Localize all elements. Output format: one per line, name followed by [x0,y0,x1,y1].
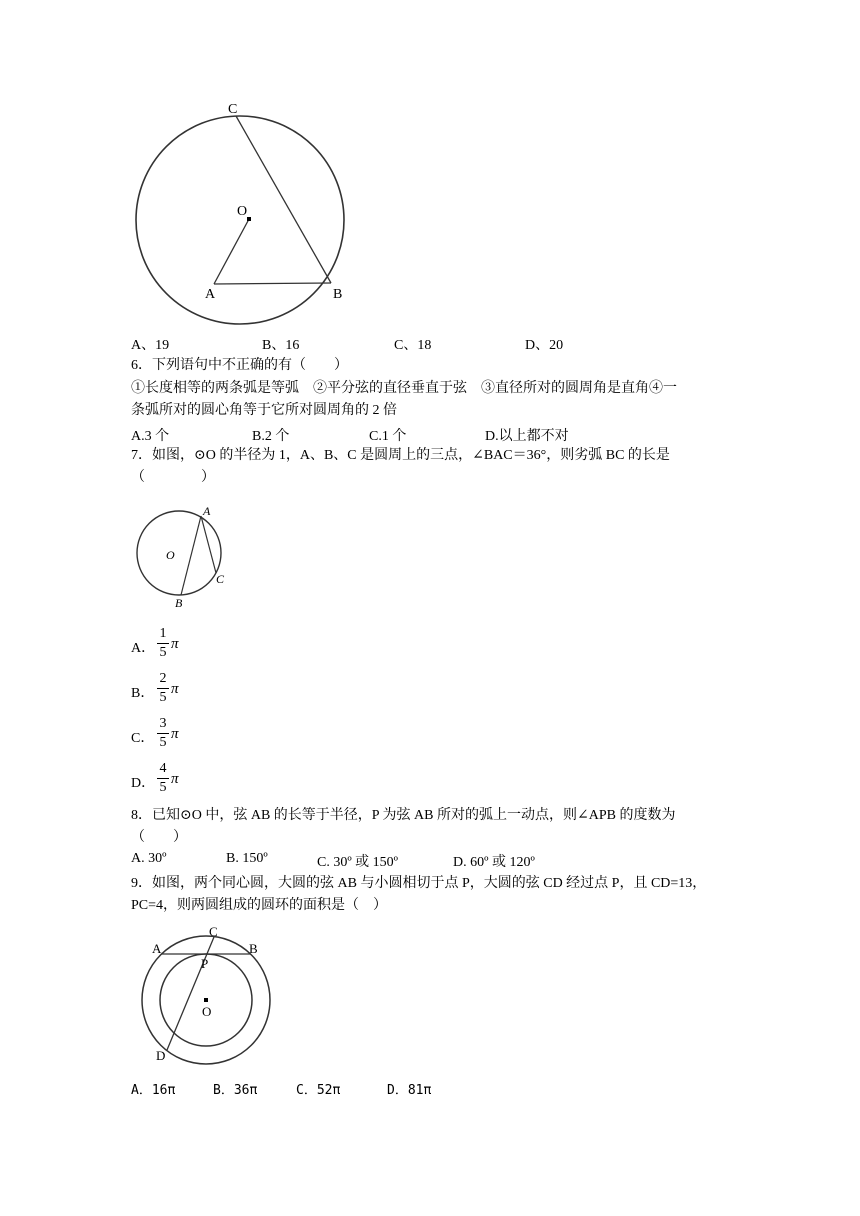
q5-option-d: D、20 [525,338,564,353]
q8-option-c: C. 30º 或 150º [317,855,399,870]
q7-option-c-num: 3 [159,716,167,731]
q8-option-b: B. 150º [226,851,268,866]
q7-option-b-pi: π [171,681,179,697]
q7-option-d-letter: D． [131,776,156,791]
q6-option-a: A.3 个 [131,429,170,444]
q6-statements-line2: 条弧所对的圆心角等于它所对圆周角的 2 倍 [131,403,397,418]
label-b-q7: B [175,596,183,610]
label-o-q9: O [202,1004,212,1019]
q7-option-d-num: 4 [159,761,167,776]
label-b-q9: B [249,941,258,956]
q7-option-c-letter: C． [131,731,155,746]
q7-option-a-den: 5 [159,645,167,660]
q7-stem-line1: 7．如图，⊙O 的半径为 1，A、B、C 是圆周上的三点，∠BAC＝36°，则劣弧 BC 的长是 [131,448,670,463]
label-c: C [228,102,238,117]
q7-option-a-letter: A． [131,641,156,656]
label-b: B [333,287,343,302]
q7-option-d-pi: π [171,771,179,787]
label-d-q9: D [156,1048,166,1063]
label-a-q9: A [152,941,162,956]
q9-option-c: C．52π [296,1083,341,1098]
q6-stem: 6．下列语句中不正确的有（ ） [131,358,348,373]
q5-option-c: C、18 [394,338,432,353]
q9-option-d: D．81π [387,1083,432,1098]
center-dot-q9 [204,998,208,1002]
q9-stem-line2: PC=4，则两圆组成的圆环的面积是（ ） [131,898,388,913]
q9-option-b: B．36π [213,1083,258,1098]
q7-option-a-num: 1 [159,626,167,641]
label-a: A [205,287,216,302]
q8-stem-line1: 8．已知⊙O 中，弦 AB 的长等于半径，P 为弦 AB 所对的弧上一动点，则∠APB 的度数为 [131,808,676,823]
q7-option-b-num: 2 [159,671,167,686]
q7-option-b-letter: B． [131,686,155,701]
q5-option-a: A、19 [131,338,170,353]
q7-option-b-den: 5 [159,690,167,705]
q7-option-a-pi: π [171,636,179,652]
label-c-q7: C [216,572,225,586]
q5-option-b: B、16 [262,338,300,353]
q9-option-a: A．16π [131,1083,176,1098]
q6-option-c: C.1 个 [369,429,407,444]
q8-option-a: A. 30º [131,851,167,866]
q7-option-c-pi: π [171,726,179,742]
label-p-q9: P [201,956,209,971]
label-a-q7: A [203,504,211,518]
label-o: O [237,204,248,219]
q8-stem-line2: （ ） [131,830,187,845]
q6-option-d: D.以上都不对 [485,429,569,444]
q8-option-d: D. 60º 或 120º [453,855,535,870]
q7-stem-line2: （ ） [131,470,215,485]
q9-stem-line1: 9．如图，两个同心圆，大圆的弦 AB 与小圆相切于点 P，大圆的弦 CD 经过点 P，且 CD=13， [131,876,707,891]
label-c-q9: C [209,924,218,939]
q7-option-c-den: 5 [159,735,167,750]
q6-option-b: B.2 个 [252,429,290,444]
q7-option-d-den: 5 [159,780,167,795]
q6-statements-line1: ①长度相等的两条弧是等弧 ②平分弦的直径垂直于弦 ③直径所对的圆周角是直角④一 [131,381,677,396]
label-o-q7: O [166,548,175,562]
